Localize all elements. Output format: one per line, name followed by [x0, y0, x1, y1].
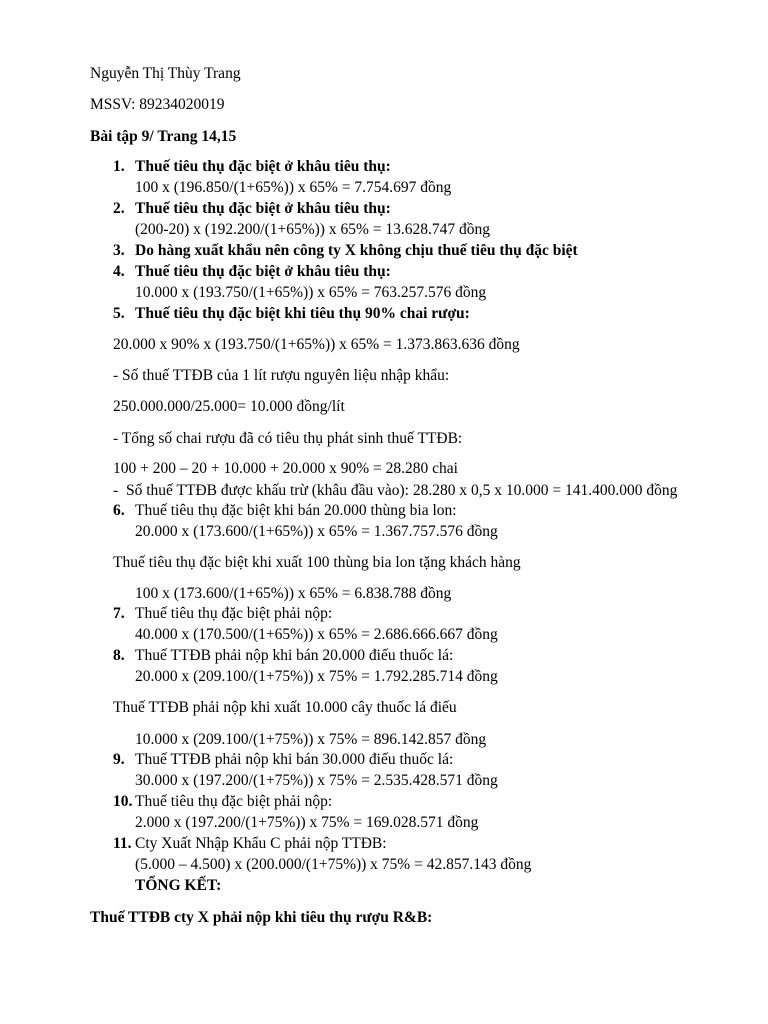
item-heading: Thuế tiêu thụ đặc biệt ở khâu tiêu thụ:	[135, 263, 391, 280]
item-number: 7.	[113, 605, 125, 622]
item5-sub3-dash: -	[113, 482, 119, 499]
item-calc: (200-20) x (192.200/(1+65%)) x 65% = 13.628.747 đồng	[135, 221, 490, 238]
item-calc: 40.000 x (170.500/(1+65%)) x 65% = 2.686.666.667 đồng	[135, 626, 498, 643]
item-heading: Do hàng xuất khẩu nên công ty X không chịu thuế tiêu thụ đặc biệt	[135, 242, 578, 259]
item5-sub1-calc: 250.000.000/25.000= 10.000 đồng/lít	[113, 398, 345, 415]
item-number: 10.	[113, 793, 133, 810]
item-number: 4.	[113, 263, 125, 280]
item-calc: 100 x (196.850/(1+65%)) x 65% = 7.754.697 đồng	[135, 179, 452, 196]
item-number: 5.	[113, 305, 125, 322]
item-calc: 20.000 x (173.600/(1+65%)) x 65% = 1.367.757.576 đồng	[135, 523, 498, 540]
item5-sub1-label: - Số thuế TTĐB của 1 lít rượu nguyên liệu nhập khẩu:	[113, 367, 450, 384]
item-number: 6.	[113, 502, 125, 519]
item5-calc: 20.000 x 90% x (193.750/(1+65%)) x 65% = 1.373.863.636 đồng	[113, 336, 520, 353]
item-heading: Thuế TTĐB phải nộp khi bán 30.000 điếu thuốc lá:	[135, 751, 454, 768]
item6-extra-label: Thuế tiêu thụ đặc biệt khi xuất 100 thùng bia lon tặng khách hàng	[113, 554, 521, 571]
item-number: 3.	[113, 242, 125, 259]
item-number: 8.	[113, 647, 125, 664]
author-name: Nguyễn Thị Thùy Trang	[90, 65, 241, 82]
item-heading: Cty Xuất Nhập Khẩu C phải nộp TTĐB:	[135, 835, 387, 852]
item8-extra-label: Thuế TTĐB phải nộp khi xuất 10.000 cây thuốc lá điếu	[113, 699, 457, 716]
summary-subheading: Thuế TTĐB cty X phải nộp khi tiêu thụ rượu R&B:	[90, 909, 433, 926]
item-calc: (5.000 – 4.500) x (200.000/(1+75%)) x 75% = 42.857.143 đồng	[135, 856, 532, 873]
item-calc: 30.000 x (197.200/(1+75%)) x 75% = 2.535.428.571 đồng	[135, 772, 498, 789]
item6-extra-calc: 100 x (173.600/(1+65%)) x 65% = 6.838.788 đồng	[135, 585, 452, 602]
item-number: 1.	[113, 158, 125, 175]
item5-sub2-calc: 100 + 200 – 20 + 10.000 + 20.000 x 90% = 28.280 chai	[113, 460, 458, 477]
item-calc: 20.000 x (209.100/(1+75%)) x 75% = 1.792.285.714 đồng	[135, 668, 498, 685]
item-heading: Thuế tiêu thụ đặc biệt ở khâu tiêu thụ:	[135, 158, 391, 175]
item-calc: 2.000 x (197.200/(1+75%)) x 75% = 169.028.571 đồng	[135, 814, 479, 831]
item-number: 2.	[113, 200, 125, 217]
item-heading: Thuế tiêu thụ đặc biệt ở khâu tiêu thụ:	[135, 200, 391, 217]
item5-sub2-label: - Tổng số chai rượu đã có tiêu thụ phát sinh thuế TTĐB:	[113, 430, 463, 447]
item-calc: 10.000 x (193.750/(1+65%)) x 65% = 763.257.576 đồng	[135, 284, 487, 301]
item-heading: Thuế tiêu thụ đặc biệt phải nộp:	[135, 793, 333, 810]
exercise-title: Bài tập 9/ Trang 14,15	[90, 128, 237, 145]
summary-heading: TỔNG KẾT:	[135, 877, 222, 894]
item-heading: Thuế tiêu thụ đặc biệt khi bán 20.000 thùng bia lon:	[135, 502, 457, 519]
item-heading: Thuế tiêu thụ đặc biệt phải nộp:	[135, 605, 333, 622]
item5-sub3: Số thuế TTĐB được khấu trừ (khâu đầu vào): 28.280 x 0,5 x 10.000 = 141.400.000 đồng	[126, 482, 678, 499]
item8-extra-calc: 10.000 x (209.100/(1+75%)) x 75% = 896.142.857 đồng	[135, 731, 487, 748]
student-id: MSSV: 89234020019	[90, 96, 225, 113]
item-heading: Thuế TTĐB phải nộp khi bán 20.000 điếu thuốc lá:	[135, 647, 454, 664]
item-heading: Thuế tiêu thụ đặc biệt khi tiêu thụ 90% chai rượu:	[135, 305, 470, 322]
item-number: 9.	[113, 751, 125, 768]
item-number: 11.	[113, 835, 132, 852]
